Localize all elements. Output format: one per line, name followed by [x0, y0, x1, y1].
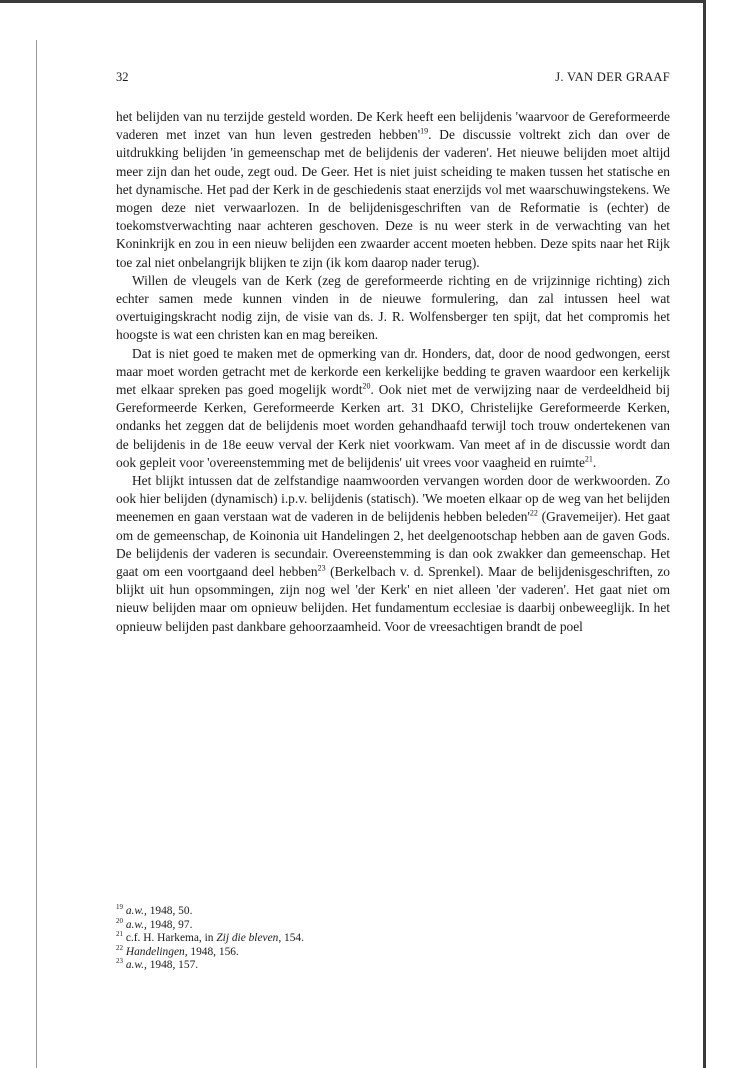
- footnote-22: $^{22}$ Handelingen, 1948, 156.: [116, 943, 239, 958]
- paragraph-1: het belijden van nu terzijde gesteld worden. De Kerk heeft een belijdenis 'waarvoor de Gereformeerde vaderen met inzet van hun leven gestreden $hebben'^{19}$. De discussie voltrekt zich dan over de uitdrukking belijden 'in gemeenschap met de belijdenis der vaderen'. Het nieuwe belijden moet altijd meer zijn dan het oude, zegt oud. De Geer. Het is niet juist scheiding te maken tussen het statische en het dynamische. Het pad der Kerk in de geschiedenis staat enerzijds vol met waarschuwingstekens. We mogen deze niet verwaarlozen. In de belijdenisgeschriften van de Reformatie is (echter) de toekomstverwachting naar achteren geschoven. Deze is nu weer sterk in de verwachting van het Koninkrijk en zou in een nieuw belijden een zwaarder accent moeten hebben. Deze spits naar het Rijk toe zal niet onbelangrijk blijken te zijn (ik kom daarop nader terug).: [116, 109, 670, 270]
- footnote-ref-21[interactable]: 21: [584, 454, 593, 464]
- body-text: [116, 108, 670, 636]
- paragraph-4: Het blijkt intussen dat de zelfstandige naamwoorden vervangen worden door de werkwoorden. Zo ook hier belijden (dynamisch) i.p.v. belijdenis (statisch). 'We moeten elkaar op de weg van het belijden meenemen en gaan verstaan wat de vaderen in de belijdenis hebben $beleden'^{22}$ (Gravemeijer). Het gaat om de gemeenschap, de Koinonia uit Handelingen 2, het deelgenootschap hebben aan de gaven Gods. De belijdenis der vaderen is secundair. Overeenstemming is dan ook zwakker dan gemeenschap. Het gaat om een voortgaand deel hebben$^{23}$ (Berkelbach v. d. Sprenkel). Maar de belijdenisgeschriften, zo blijkt uit hun opsommingen, zijn nog wel 'der Kerk' en niet alleen 'der vaderen'. Het gaat niet om nieuw belijden maar om opnieuw belijden. Het fundamentum ecclesiae is daarbij onbeweeglijk. In het opnieuw belijden past dankbare gehoorzaamheid. Voor de vreesachtigen brandt de poel: [116, 473, 670, 634]
- footnote-ref-19[interactable]: 19: [420, 126, 429, 136]
- page-number: 32: [116, 70, 129, 84]
- footnote-ref-22[interactable]: 22: [529, 509, 538, 518]
- footnote-23: $^{23}$ a.w., 1948, 157.: [116, 957, 199, 972]
- page: [116, 70, 670, 636]
- scan-border-right: [703, 0, 706, 1068]
- footnotes: [116, 905, 670, 973]
- footnote-ref-23[interactable]: 23: [317, 563, 326, 573]
- footnote-ref-20[interactable]: 20: [362, 381, 371, 391]
- paragraph-2: Willen de vleugels van de Kerk (zeg de gereformeerde richting en de vrijzinnige richting) zich echter samen mede kunnen vinden in de nieuwe formulering, dan zal intussen heel wat overtuigingskracht nodig zijn, de visie van ds. J. R. Wolfensberger ten spijt, dat het compromis het hoogste is wat een christen kan en mag bereiken.: [116, 272, 670, 343]
- paragraph-3: Dat is niet goed te maken met de opmerking van dr. Honders, dat, door de nood gedwongen, eerst maar moet worden getracht met de kerkorde een kerkelijke bedding te graven waardoor een kerkelijk met elkaar spreken pas goed mogelijk wordt$^{20}$. Ook niet met de verwijzing naar de verdeeldheid bij Gereformeerde Kerken, Gereformeerde Kerken art. 31 DKO, Christelijke Gereformeerde Kerken, ondanks het zeggen dat de belijdenis moet worden gehandhaafd terwijl toch trouw ondertekenen van de belijdenis in de 18e eeuw verval der Kerk niet voorkwam. Van meet af in de discussie wordt dan ook gepleit voor 'overeenstemming met de belijdenis' uit vrees voor vaagheid en ruimte$^{21}$.: [116, 345, 670, 470]
- scan-border-left: [36, 40, 37, 1068]
- footnote-20: $^{20}$ a.w., 1948, 97.: [116, 916, 193, 931]
- footnote-19: $^{19}$ a.w., 1948, 50.: [116, 903, 193, 917]
- running-head: J. VAN DER GRAAF: [555, 70, 670, 84]
- page-header: [116, 70, 670, 90]
- scan-border-top: [0, 0, 706, 3]
- footnote-21: $^{21}$ c.f. H. Harkema, in Zij die bleven, 154.: [116, 930, 304, 945]
